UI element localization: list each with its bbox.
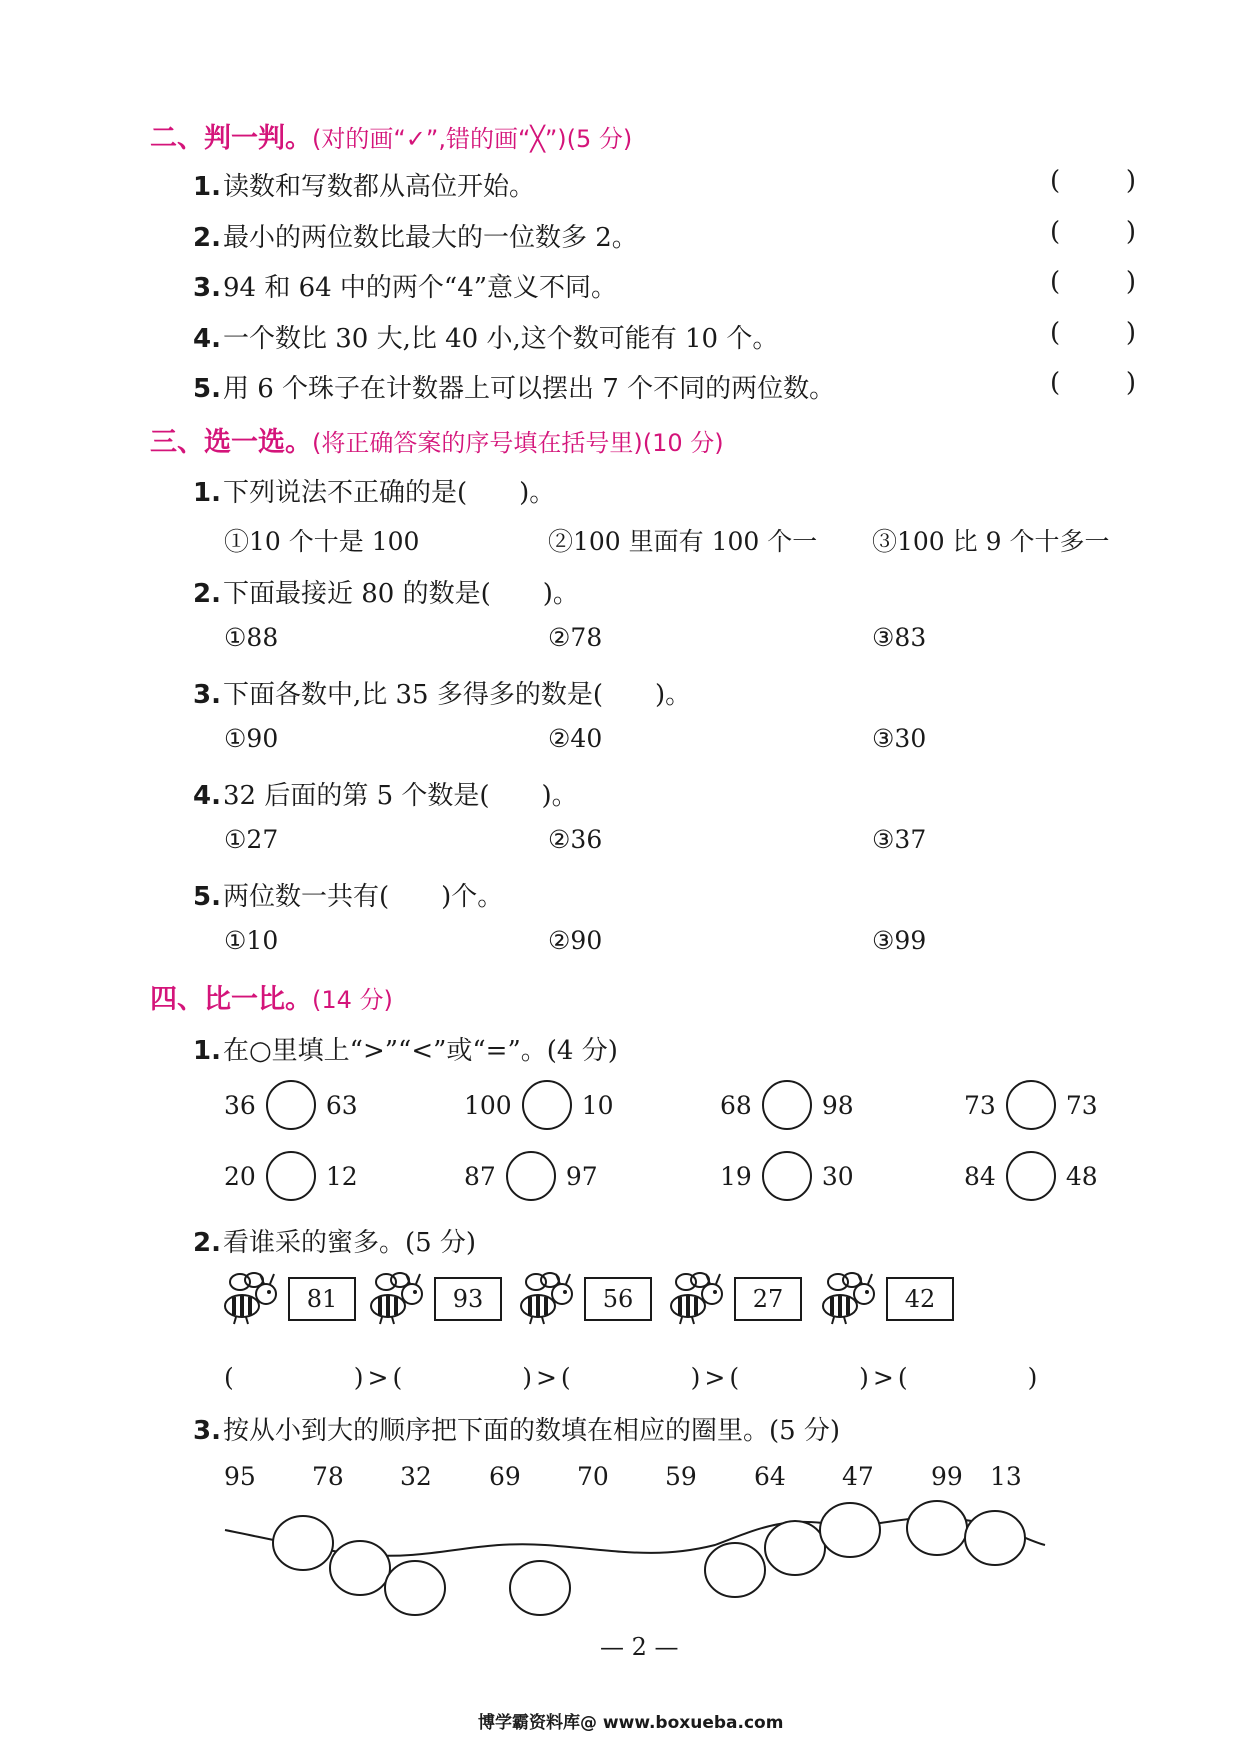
compare-circle[interactable]	[266, 1080, 316, 1130]
order-number: 70	[577, 1462, 609, 1491]
choice-option: ①27	[224, 825, 279, 854]
answer-blank[interactable]: ( )	[1050, 217, 1136, 247]
compare-pair: 73 73	[964, 1080, 1098, 1130]
bee-number-box: 42	[886, 1277, 954, 1321]
compare-circle[interactable]	[1006, 1080, 1056, 1130]
section-2-note: (对的画“✓”,错的画“╳”)(5 分)	[312, 125, 633, 153]
answer-bead-circle[interactable]	[965, 1511, 1025, 1565]
compare-pair: 87 97	[464, 1151, 598, 1201]
bee-number-box: 27	[734, 1277, 802, 1321]
order-numbers	[0, 1462, 1240, 1492]
compare-circle[interactable]	[506, 1151, 556, 1201]
choice-option: ②40	[548, 724, 603, 753]
section-3-heading	[150, 420, 724, 459]
compare-pair: 36 63	[224, 1080, 358, 1130]
compare-pair: 20 12	[224, 1151, 358, 1201]
section-4-heading	[150, 977, 393, 1016]
answer-bead-circle[interactable]	[907, 1501, 967, 1555]
compare-circle[interactable]	[1006, 1151, 1056, 1201]
bee-item	[516, 1270, 652, 1328]
choice-option: ③30	[872, 724, 927, 753]
choice-question: 1.下列说法不正确的是( )。	[193, 478, 556, 508]
choice-option: ③83	[872, 623, 927, 652]
choice-question: 2.下面最接近 80 的数是( )。	[193, 579, 579, 609]
section-2-heading	[150, 116, 632, 155]
order-number: 99	[931, 1462, 963, 1491]
choice-question: 4.32 后面的第 5 个数是( )。	[193, 781, 578, 811]
section-2-title: 二、判一判。	[150, 123, 312, 154]
judge-question: 3.94 和 64 中的两个“4”意义不同。	[193, 273, 618, 303]
answer-bead-circle[interactable]	[273, 1516, 333, 1570]
bee-answer-line[interactable]: ( )>( )>( )>( )>( )	[224, 1363, 1042, 1392]
watermark: 博学霸资料库@ www.boxueba.com	[478, 1713, 784, 1733]
compare-pair: 100 10	[464, 1080, 614, 1130]
answer-bead-circle[interactable]	[385, 1561, 445, 1615]
bee-item	[366, 1270, 502, 1328]
bee-number-box: 56	[584, 1277, 652, 1321]
bee-item	[666, 1270, 802, 1328]
answer-blank[interactable]: ( )	[1050, 368, 1136, 398]
choice-option: ②90	[548, 926, 603, 955]
compare-circle[interactable]	[762, 1080, 812, 1130]
answer-blank[interactable]: ( )	[1050, 318, 1136, 348]
compare-pair: 68 98	[720, 1080, 854, 1130]
choice-option: ①10 个十是 100	[224, 527, 420, 556]
choice-option: ①88	[224, 623, 279, 652]
order-number: 64	[754, 1462, 786, 1491]
choice-option: ②36	[548, 825, 603, 854]
bee-item	[220, 1270, 356, 1328]
compare-pair: 19 30	[720, 1151, 854, 1201]
bee-icon	[666, 1270, 730, 1328]
judge-question: 4.一个数比 30 大,比 40 小,这个数可能有 10 个。	[193, 324, 779, 354]
judge-question: 5.用 6 个珠子在计数器上可以摆出 7 个不同的两位数。	[193, 374, 836, 404]
answer-bead-circle[interactable]	[510, 1561, 570, 1615]
order-number: 69	[489, 1462, 521, 1491]
bee-icon	[220, 1270, 284, 1328]
choice-option: ③100 比 9 个十多一	[872, 527, 1110, 556]
choice-question: 3.下面各数中,比 35 多得多的数是( )。	[193, 680, 692, 710]
compare-circle[interactable]	[762, 1151, 812, 1201]
ordering-bead-string	[215, 1500, 1055, 1620]
answer-bead-circle[interactable]	[820, 1503, 880, 1557]
bee-item	[818, 1270, 954, 1328]
bee-number-box: 81	[288, 1277, 356, 1321]
page-number: — 2 —	[600, 1633, 679, 1661]
answer-blank[interactable]: ( )	[1050, 267, 1136, 297]
order-number: 59	[665, 1462, 697, 1491]
answer-bead-circle[interactable]	[765, 1521, 825, 1575]
section-3-note: (将正确答案的序号填在括号里)(10 分)	[312, 429, 724, 457]
order-number: 78	[312, 1462, 344, 1491]
compare-circle[interactable]	[266, 1151, 316, 1201]
choice-option: ②100 里面有 100 个一	[548, 527, 818, 556]
choice-option: ③37	[872, 825, 927, 854]
compare-question: 1.在○里填上“>”“<”或“=”。(4 分)	[193, 1036, 618, 1066]
bee-question: 2.看谁采的蜜多。(5 分)	[193, 1228, 477, 1258]
order-number: 32	[400, 1462, 432, 1491]
order-question: 3.按从小到大的顺序把下面的数填在相应的圈里。(5 分)	[193, 1416, 841, 1446]
compare-circle[interactable]	[522, 1080, 572, 1130]
section-4-note: (14 分)	[312, 986, 393, 1014]
answer-bead-circle[interactable]	[705, 1543, 765, 1597]
choice-option: ③99	[872, 926, 927, 955]
bee-icon	[516, 1270, 580, 1328]
section-3-title: 三、选一选。	[150, 427, 312, 458]
choice-option: ①90	[224, 724, 279, 753]
bee-icon	[366, 1270, 430, 1328]
section-4-title: 四、比一比。	[150, 984, 312, 1015]
choice-question: 5.两位数一共有( )个。	[193, 882, 504, 912]
order-number: 13	[990, 1462, 1022, 1491]
bee-number-box: 93	[434, 1277, 502, 1321]
judge-question: 2.最小的两位数比最大的一位数多 2。	[193, 223, 638, 253]
choice-option: ②78	[548, 623, 603, 652]
answer-blank[interactable]: ( )	[1050, 166, 1136, 196]
order-number: 95	[224, 1462, 256, 1491]
judge-question: 1.读数和写数都从高位开始。	[193, 172, 535, 202]
order-number: 47	[842, 1462, 874, 1491]
choice-option: ①10	[224, 926, 279, 955]
compare-pair: 84 48	[964, 1151, 1098, 1201]
answer-bead-circle[interactable]	[330, 1541, 390, 1595]
bee-icon	[818, 1270, 882, 1328]
